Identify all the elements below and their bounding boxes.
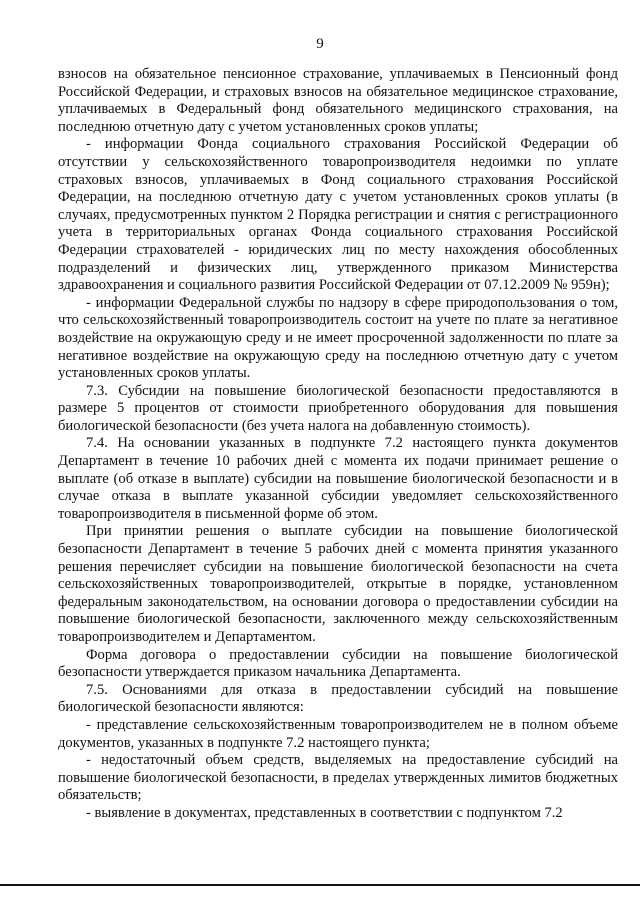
- paragraph: - выявление в документах, представленных в соответствии с подпунктом 7.2: [86, 804, 563, 821]
- bottom-rule: [0, 884, 640, 886]
- paragraph: 7.5. Основаниями для отказа в предоставлении субсидий на повышение биологической безопасности являются:: [58, 681, 618, 716]
- paragraph: 7.4. На основании указанных в подпункте 7.2 настоящего пункта документов Департамент в течение 10 рабочих дней с момента их подачи принимает решение о выплате (об отказе в выплате) субсидии на повышение биологической безопасности и в случае отказа в выплате указанной субсидии уведомляет сельскохозяйственного товаропроизводителя в письменной форме об этом.: [58, 435, 618, 522]
- paragraph: Форма договора о предоставлении субсидии на повышение биологической безопасности утверждается приказом начальника Департамента.: [58, 646, 618, 681]
- paragraph: - информации Федеральной службы по надзору в сфере природопользования о том, что сельскохозяйственный товаропроизводитель состоит на учете по плате за негативное воздействие на окружающую среду и не имеет просроченной задолженности по плате за негативное воздействие на окружающую среду на последнюю отчетную дату с учетом установленных сроков уплаты.: [58, 294, 618, 382]
- paragraph: - информации Фонда социального страхования Российской Федерации об отсутствии у сельскохозяйственного товаропроизводителя недоимки по уплате страховых взносов, уплачиваемых в Фонд социального страхования Российской Федерации, на последнюю отчетную дату с учетом установленных сроков уплаты (в случаях, предусмотренных пунктом 2 Порядка регистрации и снятия с регистрационного учета в территориальных органах Фонда социального страхования Российской Федерации страхователей - юридических лиц по месту нахождения обособленных подразделений и физических лиц, утвержденного приказом Министерства здравоохранения и социального развития Российской Федерации от 07.12.2009 № 959н);: [58, 136, 618, 294]
- paragraph: взносов на обязательное пенсионное страхование, уплачиваемых в Пенсионный фонд Российской Федерации, и страховых взносов на обязательное медицинское страхование, уплачиваемых в Федеральный фонд обязательного медицинского страхования, на последнюю отчетную дату с учетом установленных сроков уплаты;: [58, 66, 618, 135]
- paragraph: 7.3. Субсидии на повышение биологической безопасности предоставляются в размере 5 процентов от стоимости приобретенного оборудования для повышения биологической безопасности (без учета налога на добавленную стоимость).: [58, 382, 618, 434]
- document-body: [58, 66, 618, 823]
- paragraph: - недостаточный объем средств, выделяемых на предоставление субсидий на повышение биологической безопасности, в пределах утвержденных лимитов бюджетных обязательств;: [58, 752, 618, 804]
- page-number: 9: [316, 36, 324, 52]
- paragraph: - представление сельскохозяйственным товаропроизводителем не в полном объеме документов, указанных в подпункте 7.2 настоящего пункта;: [58, 716, 618, 751]
- paragraph: При принятии решения о выплате субсидии на повышение биологической безопасности Департамент в течение 5 рабочих дней с момента принятия указанного решения перечисляет субсидии на повышение биологической безопасности на счета сельскохозяйственных товаропроизводителей, открытые в порядке, установленном федеральным законодательством, на основании договора о предоставлении субсидии на повышение биологической безопасности, заключенного между сельскохозяйственным товаропроизводителем и Департаментом.: [58, 523, 618, 645]
